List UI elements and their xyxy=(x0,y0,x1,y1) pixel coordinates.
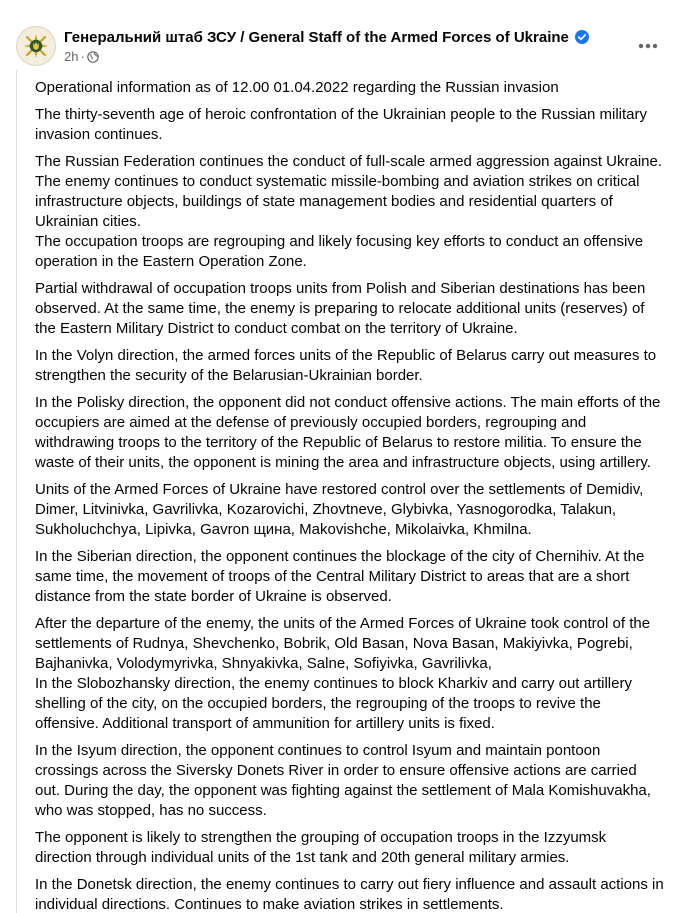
post-paragraph: The thirty-seventh age of heroic confrontation of the Ukrainian people to the Russian military invasion continues. xyxy=(35,106,647,143)
post-body xyxy=(35,78,665,913)
more-options-icon xyxy=(638,43,658,49)
page-name-text[interactable]: Генеральний штаб ЗСУ / General Staff of the Armed Forces of Ukraine xyxy=(64,29,569,46)
post-paragraph: After the departure of the enemy, the units of the Armed Forces of Ukraine took control of the settlements of Rudnya, Shevchenko, Bobrik, Old Basan, Nova Basan, Makiyivka, Pogrebi, Bajhanivka, Volodymyrivka, Shnyakivka, Salne, Sofiyivka, Gavrilivka, In the Slobozhansky direction, the enemy continues to block Kharkiv and carry out artillery shelling of the city, on the occupied borders, the regrouping of the troops to revive the offensive. Additional transport of ammunition for artillery units is fixed. xyxy=(35,615,651,732)
post-paragraph: Partial withdrawal of occupation troops units from Polish and Siberian destinations has been observed. At the same time, the enemy is preparing to relocate additional units (reserves) of the Eastern Military District to conduct combat on the territory of Ukraine. xyxy=(35,280,646,337)
quote-divider xyxy=(16,70,17,913)
post-timestamp[interactable]: 2h xyxy=(64,49,79,64)
post-paragraph: In the Isyum direction, the opponent continues to control Isyum and maintain pontoon crossings across the Siversky Donets River in order to ensure offensive actions are carried out. During the day, the opponent was fighting against the settlement of Mala Komishuvakha, who was stopped, has no success. xyxy=(35,742,651,819)
more-options-button[interactable] xyxy=(630,28,666,64)
verified-badge-icon xyxy=(575,30,589,49)
post-header xyxy=(0,0,688,70)
post-paragraph: In the Donetsk direction, the enemy continues to carry out fiery influence and assault actions in individual directions. Continues to make aviation strikes in settlements. xyxy=(35,876,664,913)
page-name[interactable] xyxy=(64,29,589,49)
post-paragraph: Operational information as of 12.00 01.04.2022 regarding the Russian invasion xyxy=(35,79,559,96)
post-paragraph: In the Polisky direction, the opponent did not conduct offensive actions. The main efforts of the occupiers are aimed at the defense of previously occupied borders, regrouping and withdrawing troops to the territory of the Republic of Belarus to restore militia. To ensure the waste of their units, the opponent is mining the area and infrastructure objects, using artillery. xyxy=(35,394,661,471)
meta-separator: · xyxy=(80,49,85,64)
post-paragraph: The Russian Federation continues the conduct of full-scale armed aggression against Ukraine. The enemy continues to conduct systematic missile-bombing and aviation strikes on critical infrastructure objects, buildings of state management bodies and residential quarters of Ukrainian cities. The occupation troops are regrouping and likely focusing key efforts to conduct an offensive operation in the Eastern Operation Zone. xyxy=(35,153,663,270)
globe-icon[interactable] xyxy=(87,51,99,67)
armed-forces-emblem-icon xyxy=(17,27,55,65)
post-paragraph: The opponent is likely to strengthen the grouping of occupation troops in the Izzyumsk direction through individual units of the 1st tank and 20th general military armies. xyxy=(35,829,607,866)
post-meta xyxy=(64,49,99,67)
post-paragraph: In the Siberian direction, the opponent continues the blockage of the city of Chernihiv. At the same time, the movement of troops of the Central Military District to areas that are a short distance from the state border of Ukraine is observed. xyxy=(35,548,645,605)
page-avatar[interactable] xyxy=(16,26,56,66)
post-paragraph: Units of the Armed Forces of Ukraine have restored control over the settlements of Demidiv, Dimer, Litvinivka, Gavrilivka, Kozarovichi, Zhovtneve, Glybivka, Yasnogorodka, Talakun, Sukholuchchya, Lipivka, Gavron щина, Makovishche, Mikolaivka, Khmilna. xyxy=(35,481,644,538)
post-paragraph: In the Volyn direction, the armed forces units of the Republic of Belarus carry out measures to strengthen the security of the Belarusian-Ukrainian border. xyxy=(35,347,657,384)
